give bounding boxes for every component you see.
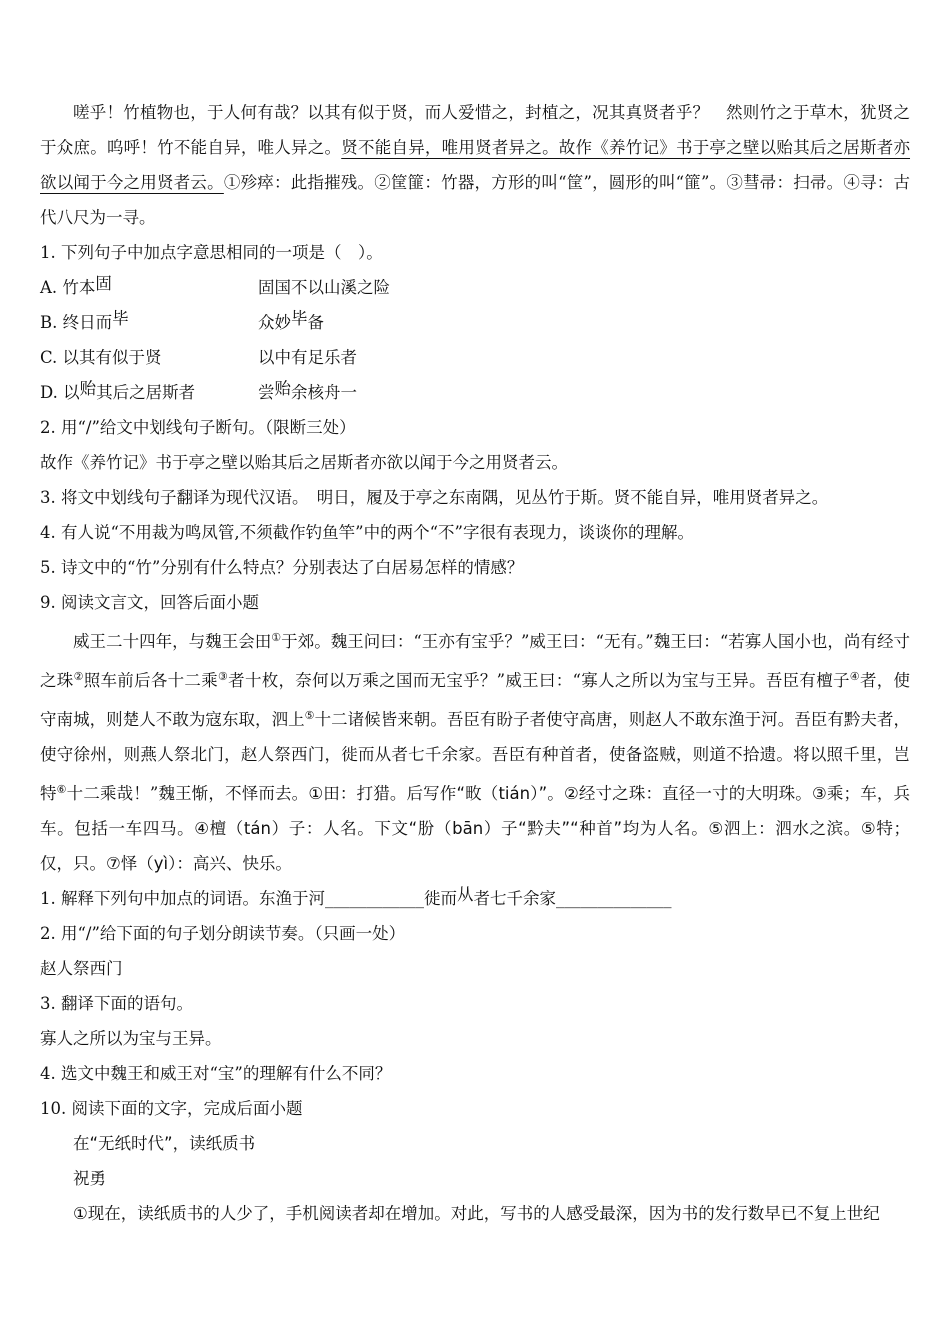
note-ref-6: ⑥ bbox=[56, 783, 67, 796]
passage-weiwang-seg1: 威王二十四年，与魏王会田 bbox=[73, 632, 272, 651]
option-d-left bbox=[40, 375, 258, 410]
option-a-left bbox=[40, 270, 258, 305]
passage-weiwang-notes: ①田：打猎。后写作“畋（tián）”。②经寸之珠：直径一寸的大明珠。③乘；车，兵车。包括一车四马。④檀（tán）子：人名。下文“朌（bān）子“黔夫”“种首”均为人名。⑤泗上：泗水之滨。⑤特；仅，只。⑦怿（yì）：高兴、快乐。 bbox=[40, 784, 910, 873]
question-5-stem: 5. 诗文中的“竹”分别有什么特点？分别表达了白居易怎样的情感？ bbox=[40, 558, 524, 577]
question-4-stem: 4. 有人说“不用裁为鸣凤管,不须截作钓鱼竿”中的两个“不”字很有表现力，谈谈你的理解。 bbox=[40, 523, 694, 542]
option-c-right: 以中有足乐者 bbox=[258, 348, 357, 367]
option-d-left-text2: 其后之居斯者 bbox=[96, 383, 196, 402]
section-9-question-3: 3. 翻译下面的语句。 bbox=[40, 994, 193, 1013]
answer-blank-2: ______________ bbox=[556, 889, 672, 908]
option-b-right-text: 众妙 bbox=[258, 313, 291, 332]
note-ref-3: ③ bbox=[218, 670, 229, 683]
question-1-stem: 1. 下列句子中加点字意思相同的一项是（ ）。 bbox=[40, 243, 383, 262]
s9-q1-text: 1. 解释下列句中加点的词语。东渔于河 bbox=[40, 889, 325, 908]
note-ref-2: ② bbox=[73, 670, 84, 683]
question-2-stem: 2. 用“/”给文中划线句子断句。（限断三处） bbox=[40, 418, 356, 437]
note-ref-1: ① bbox=[271, 631, 282, 644]
option-c bbox=[40, 340, 910, 375]
question-2-sentence: 故作《养竹记》书于亭之壁以贻其后之居斯者亦欲以闻于今之用贤者云。 bbox=[40, 453, 568, 472]
passage-weiwang-seg2: 于郊。魏王问曰：“王亦有宝乎？”威王曰：“无有。”魏王曰：“若寡人国小也，尚有经寸之珠 bbox=[40, 632, 910, 690]
passage-weiwang-seg4: 者十枚，奈何以万乘之国而无宝乎？”威王曰：“寡人之所以为宝与王异。吾臣有檀子 bbox=[228, 671, 850, 690]
option-d-left-dotted-char: 贻 bbox=[79, 379, 97, 398]
option-b-left-dotted-char: 毕 bbox=[112, 309, 129, 328]
section-9-heading: 9. 阅读文言文，回答后面小题 bbox=[40, 593, 259, 612]
option-a bbox=[40, 270, 910, 305]
option-d bbox=[40, 375, 910, 410]
option-d-right-text2: 余核舟一 bbox=[291, 383, 357, 402]
option-b-right-dotted-char: 毕 bbox=[291, 309, 308, 328]
passage-weiwang bbox=[40, 620, 910, 881]
option-b-right bbox=[258, 309, 324, 332]
option-a-left-dotted-char: 固 bbox=[95, 274, 112, 293]
section-9-question-4: 4. 选文中魏王和威王对“宝”的理解有什么不同？ bbox=[40, 1064, 392, 1083]
passage-weiwang-seg7: 十二乘哉！”魏王惭，不怿而去。 bbox=[66, 784, 309, 803]
s9-q1-dotted-char: 从 bbox=[457, 885, 474, 904]
answer-blank-1: ____________ bbox=[325, 889, 424, 908]
option-b-left-text: B. 终日而 bbox=[40, 313, 113, 332]
passage-weiwang-seg5: 者，使守南城，则楚人不敢为寇东取，泗上 bbox=[40, 671, 911, 729]
option-b-left bbox=[40, 305, 258, 340]
option-c-left: C. 以其有似于贤 bbox=[40, 348, 162, 367]
section-9-question-3-sentence: 寡人之所以为宝与王异。 bbox=[40, 1029, 222, 1048]
passage-bamboo-underlined-sentence: 贤不能自异，唯用贤者异之。故作《养竹记》书于亭之壁以贻其后之居斯者亦欲以闻于今之用贤者云。 bbox=[40, 138, 911, 192]
option-d-right-dotted-char: 贻 bbox=[274, 379, 291, 398]
essay-title: 在“无纸时代”，读纸质书 bbox=[73, 1134, 256, 1153]
option-d-right bbox=[258, 379, 357, 402]
section-9-question-2: 2. 用“/”给下面的句子划分朗读节奏。（只画一处） bbox=[40, 924, 406, 943]
option-b bbox=[40, 305, 910, 340]
passage-weiwang-seg3: 照车前后各十二乘 bbox=[83, 671, 218, 690]
passage-weiwang-seg6: 十二诸候皆来朝。吾臣有盼子者使守高唐，则赵人不敢东渔于河。吾臣有黔夫者，使守徐州，则燕人祭北门，赵人祭西门，徙而从者七千余家。吾臣有种首者，使备盗贼，则道不拾遗。将以照千里，岂特 bbox=[40, 710, 910, 803]
question-3-stem: 3. 将文中划线句子翻译为现代汉语。 明日，履及于亭之东南隅，见丛竹于斯。贤不能自异，唯用贤者异之。 bbox=[40, 488, 829, 507]
s9-q1-text3: 者七千余家 bbox=[473, 889, 556, 908]
option-a-right: 固国不以山溪之险 bbox=[258, 278, 390, 297]
section-9-question-2-sentence: 赵人祭西门 bbox=[40, 959, 123, 978]
passage-bamboo-text: 嗟乎！竹植物也，于人何有哉？以其有似于贤，而人爱惜之，封植之，况其真贤者乎？ 然则竹之于草木，犹贤之于众庶。呜呼！竹不能自异，唯人异之。 bbox=[40, 103, 910, 157]
note-ref-5: ⑤ bbox=[304, 709, 315, 722]
section-10-heading: 10. 阅读下面的文字，完成后面小题 bbox=[40, 1099, 303, 1118]
section-9-question-1 bbox=[40, 881, 910, 916]
option-b-right-text2: 备 bbox=[307, 313, 324, 332]
essay-author: 祝勇 bbox=[73, 1169, 106, 1188]
option-a-left-text: A. 竹本 bbox=[40, 278, 96, 297]
passage-bamboo-notes: ①殄瘁：此指摧残。②筐篚：竹器，方形的叫“筐”，圆形的叫“篚”。③彗帚：扫帚。④寻：古代八尺为一寻。 bbox=[40, 173, 911, 227]
passage-bamboo bbox=[40, 95, 910, 235]
essay-paragraph-1: ①现在，读纸质书的人少了，手机阅读者却在增加。对此，写书的人感受最深，因为书的发行数早已不复上世纪 bbox=[73, 1204, 880, 1223]
s9-q1-text2: 徙而 bbox=[424, 889, 457, 908]
option-d-right-text: 尝 bbox=[258, 383, 275, 402]
option-d-left-text: D. 以 bbox=[40, 383, 80, 402]
note-ref-4: ④ bbox=[849, 670, 860, 683]
